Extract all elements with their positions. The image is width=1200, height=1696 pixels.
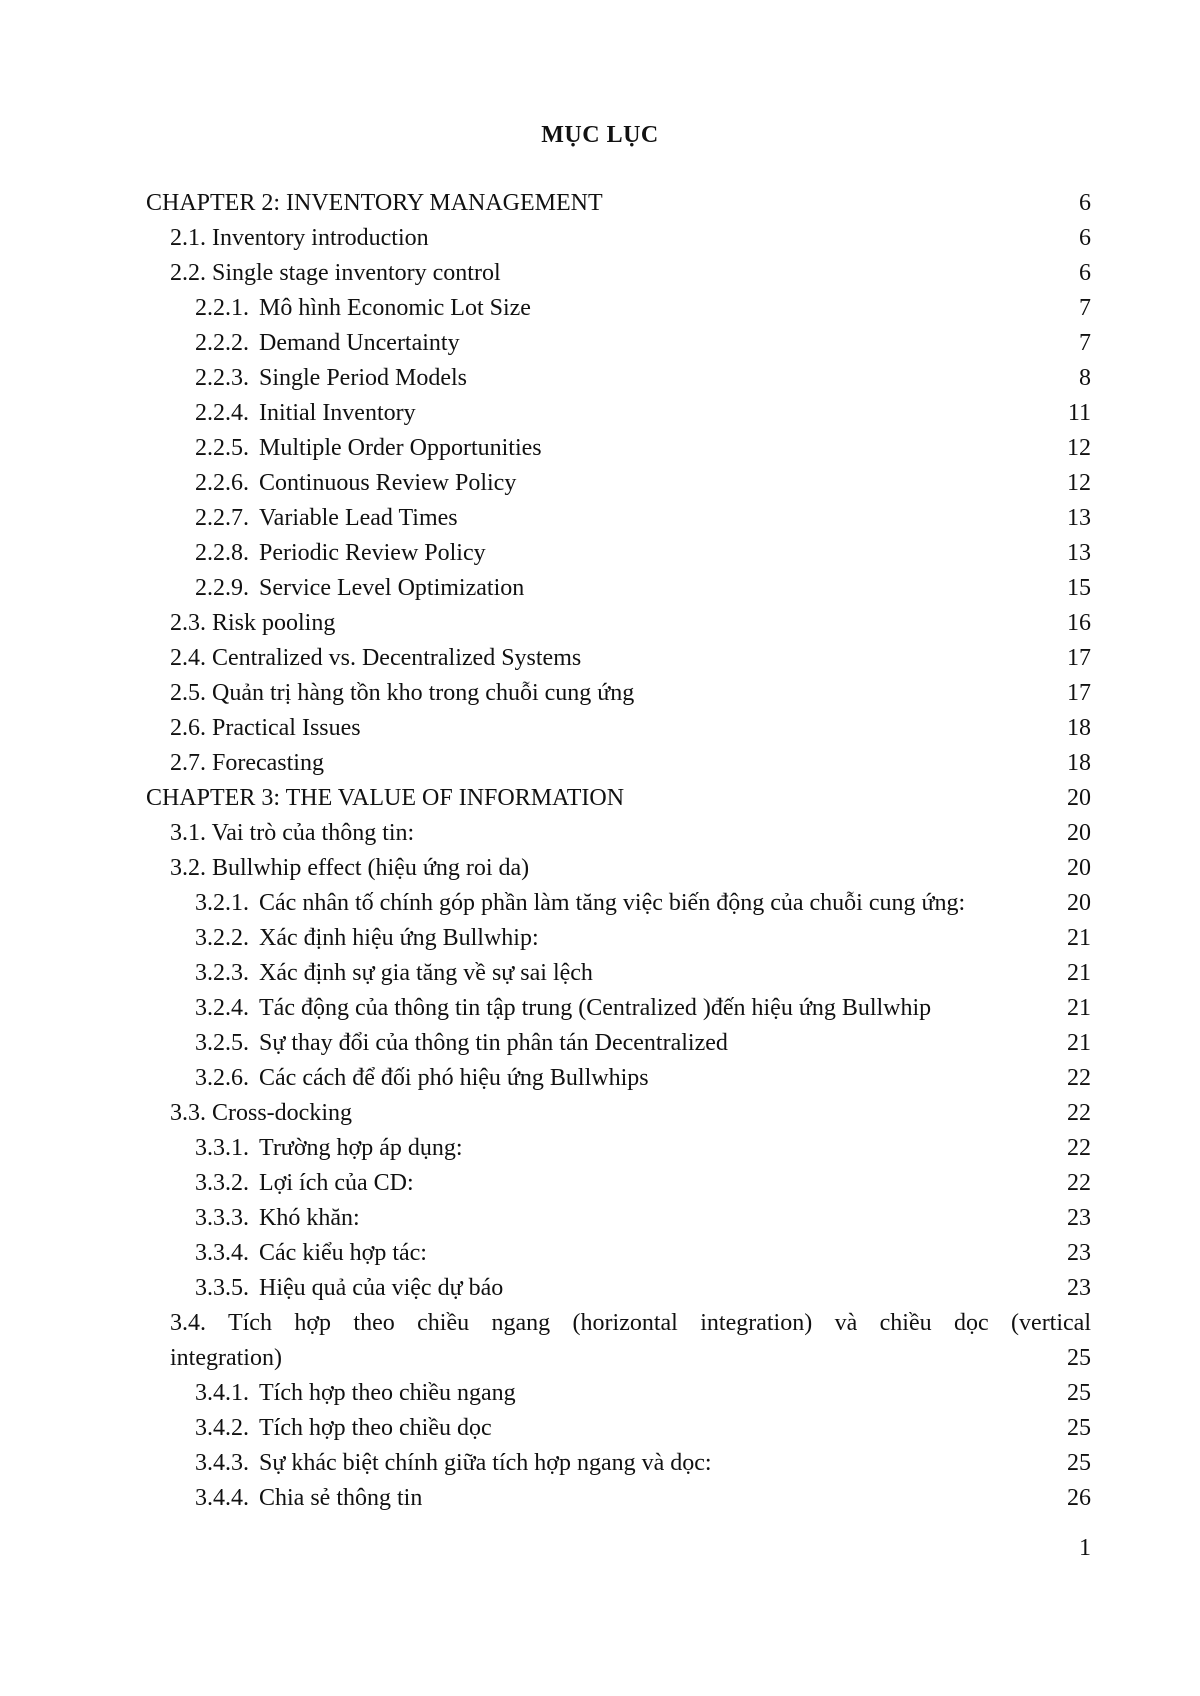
toc-entry[interactable] <box>146 676 1091 711</box>
toc-page-number: 21 <box>1067 925 1091 951</box>
toc-entry-text: Mô hình Economic Lot Size <box>259 295 531 321</box>
toc-page-number: 20 <box>1067 785 1091 811</box>
toc-page-number: 17 <box>1067 680 1091 706</box>
toc-page-number: 22 <box>1067 1135 1091 1161</box>
toc-entry-title <box>146 1201 360 1236</box>
toc-entry-number: 2.2.4. <box>195 400 249 426</box>
toc-entry-number: 2.2.7. <box>195 505 249 531</box>
toc-page-number: 22 <box>1067 1170 1091 1196</box>
toc-entry-title <box>146 886 965 921</box>
toc-page-number: 25 <box>1067 1380 1091 1406</box>
toc-entry[interactable] <box>146 1306 1091 1376</box>
toc-entry-number: 3.4.1. <box>195 1380 249 1406</box>
toc-entry-number: 3.2.1. <box>195 890 249 916</box>
toc-entry-title <box>146 956 593 991</box>
toc-entry-number: 2.2.6. <box>195 470 249 496</box>
toc-entry-title <box>146 1481 422 1516</box>
toc-entry-title: 2.7. Forecasting <box>170 750 324 776</box>
toc-page-number: 22 <box>1067 1065 1091 1091</box>
toc-entry[interactable] <box>146 536 1091 571</box>
toc-entry-title <box>146 361 467 396</box>
toc-entry-number: 3.3.2. <box>195 1170 249 1196</box>
toc-entry[interactable] <box>146 1061 1091 1096</box>
toc-entry-text: Khó khăn: <box>259 1205 360 1231</box>
toc-entry-title <box>146 1446 712 1481</box>
toc-entry[interactable] <box>146 291 1091 326</box>
toc-entry-number: 3.3.3. <box>195 1205 249 1231</box>
toc-entry[interactable] <box>146 921 1091 956</box>
toc-page-number: 8 <box>1079 365 1091 391</box>
toc-entry[interactable] <box>146 431 1091 466</box>
toc-entry-title: 2.3. Risk pooling <box>170 610 336 636</box>
toc-entry-text: Multiple Order Opportunities <box>259 435 542 461</box>
toc-entry[interactable] <box>146 746 1091 781</box>
toc-entry-title <box>146 501 458 536</box>
toc-entry[interactable] <box>146 781 1091 816</box>
toc-entry-number: 2.2.2. <box>195 330 249 356</box>
toc-entry-title <box>146 1131 463 1166</box>
toc-entry[interactable] <box>146 466 1091 501</box>
toc-page-number: 7 <box>1079 330 1091 356</box>
toc-page-number: 22 <box>1067 1100 1091 1126</box>
toc-entry-number: 3.3.1. <box>195 1135 249 1161</box>
toc-entry[interactable] <box>146 1376 1091 1411</box>
toc-entry-text: Chia sẻ thông tin <box>259 1485 423 1511</box>
toc-page-number: 23 <box>1067 1240 1091 1266</box>
toc-entry-text: Single Period Models <box>259 365 467 391</box>
toc-page-number: 6 <box>1079 260 1091 286</box>
toc-entry[interactable] <box>146 221 1091 256</box>
toc-entry-title: CHAPTER 2: INVENTORY MANAGEMENT <box>146 190 603 216</box>
toc-page-number: 25 <box>1067 1450 1091 1476</box>
toc-entry-title: 3.1. Vai trò của thông tin: <box>170 820 415 846</box>
toc-page-number: 23 <box>1067 1275 1091 1301</box>
toc-page-number: 17 <box>1067 645 1091 671</box>
toc-page-number: 6 <box>1079 225 1091 251</box>
toc-entry-number: 3.4.4. <box>195 1485 249 1511</box>
toc-entry-text: Variable Lead Times <box>259 505 458 531</box>
toc-page-number: 11 <box>1067 400 1091 426</box>
toc-page-number: 20 <box>1067 855 1091 881</box>
toc-entry-number: 2.2.8. <box>195 540 249 566</box>
table-of-contents <box>146 186 1091 1516</box>
toc-entry[interactable] <box>146 186 1091 221</box>
toc-entry[interactable] <box>146 361 1091 396</box>
toc-page-number: 7 <box>1079 295 1091 321</box>
toc-entry[interactable] <box>146 256 1091 291</box>
toc-entry-number: 2.2.5. <box>195 435 249 461</box>
toc-entry-title <box>146 291 531 326</box>
toc-entry-text: Tích hợp theo chiều ngang <box>259 1380 516 1406</box>
toc-entry-title <box>146 466 516 501</box>
toc-entry[interactable] <box>146 1481 1091 1516</box>
toc-entry-title: CHAPTER 3: THE VALUE OF INFORMATION <box>146 785 625 811</box>
toc-page-number: 15 <box>1067 575 1091 601</box>
toc-entry-title <box>146 1061 649 1096</box>
toc-entry-text: Demand Uncertainty <box>259 330 460 356</box>
toc-entry[interactable] <box>146 396 1091 431</box>
toc-entry-number: 3.2.2. <box>195 925 249 951</box>
toc-entry-title <box>146 1236 427 1271</box>
toc-entry[interactable] <box>146 886 1091 921</box>
toc-entry-text: Periodic Review Policy <box>259 540 486 566</box>
toc-page-number: 25 <box>1067 1345 1091 1371</box>
toc-entry-text: Initial Inventory <box>259 400 416 426</box>
toc-page-number: 18 <box>1067 715 1091 741</box>
toc-entry[interactable] <box>146 571 1091 606</box>
toc-entry-title: 2.4. Centralized vs. Decentralized Systems <box>170 645 582 671</box>
toc-entry[interactable] <box>146 1411 1091 1446</box>
toc-entry-number: 3.2.5. <box>195 1030 249 1056</box>
toc-entry[interactable] <box>146 1096 1091 1131</box>
toc-entry-number: 3.2.4. <box>195 995 249 1021</box>
toc-entry-title <box>146 1026 728 1061</box>
toc-page-number: 12 <box>1067 470 1091 496</box>
toc-entry[interactable] <box>146 1026 1091 1061</box>
toc-page-number: 20 <box>1067 820 1091 846</box>
toc-page-number: 21 <box>1067 960 1091 986</box>
toc-entry-text: Service Level Optimization <box>259 575 525 601</box>
toc-entry-title <box>146 921 539 956</box>
toc-entry-title <box>146 396 416 431</box>
toc-entry-text: Lợi ích của CD: <box>259 1170 414 1196</box>
toc-entry[interactable] <box>146 1446 1091 1481</box>
toc-entry-title: 2.2. Single stage inventory control <box>170 260 501 286</box>
page-number: 1 <box>1079 1535 1091 1561</box>
toc-entry[interactable] <box>146 711 1091 746</box>
toc-entry-text: Continuous Review Policy <box>259 470 517 496</box>
toc-entry-number: 3.4.3. <box>195 1450 249 1476</box>
toc-entry-text: Tác động của thông tin tập trung (Centralized )đến hiệu ứng Bullwhip <box>259 995 932 1021</box>
toc-entry-number: 3.4.2. <box>195 1415 249 1441</box>
toc-entry-number: 3.3.4. <box>195 1240 249 1266</box>
toc-entry-title-continued: integration) <box>170 1345 282 1371</box>
toc-entry-title <box>146 326 460 361</box>
toc-entry-title: 2.1. Inventory introduction <box>170 225 429 251</box>
toc-entry-number: 2.2.1. <box>195 295 249 321</box>
toc-entry-number: 2.2.3. <box>195 365 249 391</box>
toc-page-number: 13 <box>1067 505 1091 531</box>
toc-page-number: 23 <box>1067 1205 1091 1231</box>
toc-entry[interactable] <box>146 956 1091 991</box>
toc-entry[interactable] <box>146 1236 1091 1271</box>
toc-page-number: 21 <box>1067 995 1091 1021</box>
toc-entry[interactable] <box>146 1166 1091 1201</box>
toc-entry-title <box>146 1411 492 1446</box>
toc-entry[interactable] <box>146 1271 1091 1306</box>
toc-entry[interactable] <box>146 816 1091 851</box>
toc-entry[interactable] <box>146 606 1091 641</box>
toc-page-number: 26 <box>1067 1485 1091 1511</box>
toc-page-number: 16 <box>1067 610 1091 636</box>
toc-page-number: 13 <box>1067 540 1091 566</box>
toc-entry[interactable] <box>146 851 1091 886</box>
toc-entry-text: Xác định sự gia tăng về sự sai lệch <box>259 960 593 986</box>
toc-entry-number: 3.2.6. <box>195 1065 249 1091</box>
toc-entry-text: Sự khác biệt chính giữa tích hợp ngang và dọc: <box>259 1450 712 1476</box>
toc-entry-text: Hiệu quả của việc dự báo <box>259 1275 504 1301</box>
toc-entry-title: 3.3. Cross-docking <box>170 1100 352 1126</box>
toc-entry[interactable] <box>146 326 1091 361</box>
toc-page-number: 18 <box>1067 750 1091 776</box>
toc-entry-title <box>146 571 524 606</box>
toc-entry-text: Các cách để đối phó hiệu ứng Bullwhips <box>259 1065 649 1091</box>
toc-entry-text: Tích hợp theo chiều dọc <box>259 1415 492 1441</box>
toc-entry-title <box>146 1166 414 1201</box>
toc-entry[interactable] <box>146 991 1091 1026</box>
toc-entry-text: Các nhân tố chính góp phần làm tăng việc biến động của chuỗi cung ứng: <box>259 890 966 916</box>
toc-entry-title <box>146 536 486 571</box>
toc-page-number: 20 <box>1067 890 1091 916</box>
toc-entry-text: Các kiểu hợp tác: <box>259 1240 427 1266</box>
toc-entry-title: 2.6. Practical Issues <box>170 715 361 741</box>
toc-page-number: 6 <box>1079 190 1091 216</box>
toc-entry[interactable] <box>146 501 1091 536</box>
toc-entry-text: Trường hợp áp dụng: <box>259 1135 463 1161</box>
toc-entry-title <box>146 1376 516 1411</box>
toc-entry-text: Sự thay đổi của thông tin phân tán Decentralized <box>259 1030 728 1056</box>
toc-entry-title <box>146 991 931 1026</box>
toc-page-number: 21 <box>1067 1030 1091 1056</box>
toc-entry-number: 3.2.3. <box>195 960 249 986</box>
toc-page-number: 12 <box>1067 435 1091 461</box>
toc-entry-title <box>146 1271 503 1306</box>
page-title: MỤC LỤC <box>541 122 659 148</box>
toc-entry[interactable] <box>146 641 1091 676</box>
toc-entry-title: 2.5. Quản trị hàng tồn kho trong chuỗi cung ứng <box>170 680 635 706</box>
toc-entry-title: 3.2. Bullwhip effect (hiệu ứng roi da) <box>170 855 530 881</box>
toc-page-number: 25 <box>1067 1415 1091 1441</box>
toc-entry[interactable] <box>146 1201 1091 1236</box>
toc-entry-number: 3.3.5. <box>195 1275 249 1301</box>
toc-entry-text: Xác định hiệu ứng Bullwhip: <box>259 925 539 951</box>
toc-entry[interactable] <box>146 1131 1091 1166</box>
toc-entry-title <box>146 431 542 466</box>
toc-entry-title: 3.4. Tích hợp theo chiều ngang (horizontal integration) và chiều dọc (vertical <box>170 1310 1091 1336</box>
toc-entry-number: 2.2.9. <box>195 575 249 601</box>
